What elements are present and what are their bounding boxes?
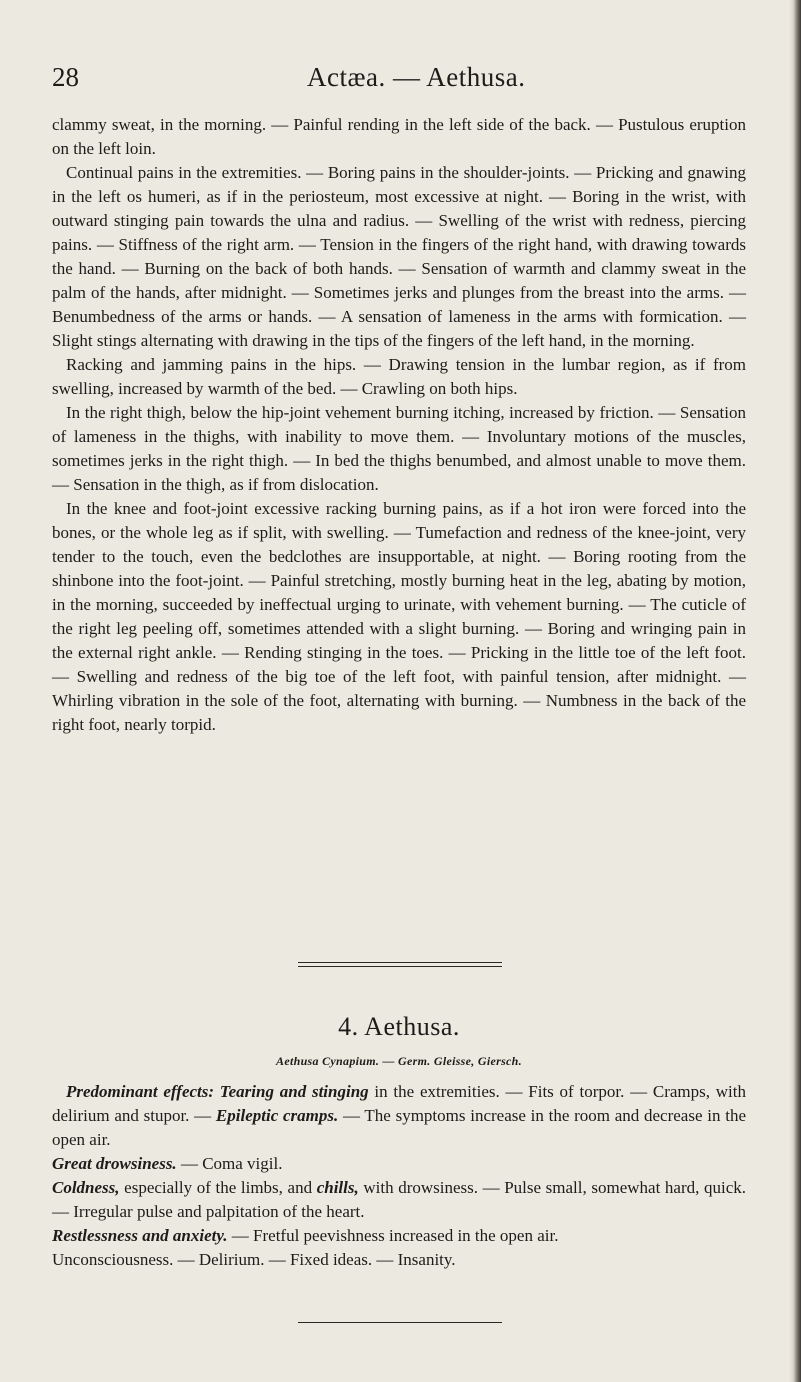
- page-header: [52, 58, 742, 98]
- effects-text-run: — Coma vigil.: [176, 1154, 283, 1173]
- effects-text-run: — The symptoms increase in the room and decrease in the open air.: [52, 1106, 746, 1149]
- effects-paragraph: [52, 1152, 746, 1176]
- effects-paragraph: Unconsciousness. — Delirium. — Fixed ideas. — Insanity.: [52, 1250, 456, 1269]
- paragraph-legs-feet: In the knee and foot-joint excessive racking burning pains, as if a hot iron were forced into the bones, or the whole leg as if split, with swelling. — Tumefaction and redness of the knee-joint, very tender to the touch, even the bedclothes are insupportable, at night. — Boring rooting from the shinbone into the foot-joint. — Painful stretching, mostly burning heat in the leg, abating by motion, in the morning, succeeded by ineffectual urging to urinate, with vehement burning. — The cuticle of the right leg peeling off, sometimes attended with a slight burning. — Boring and wringing pain in the external right ankle. — Rending stinging in the toes. — Pricking in the little toe of the left foot. — Swelling and redness of the big toe of the left foot, with painful tension, after midnight. — Whirling vibration in the sole of the foot, alternating with burning. — Numbness in the back of the right foot, nearly torpid.: [52, 499, 746, 734]
- page-number: 28: [52, 62, 79, 92]
- divider-rule: [298, 966, 502, 967]
- body-text: [52, 113, 746, 737]
- section-divider: [298, 962, 502, 970]
- effects-text-run: especially of the limbs, and: [119, 1178, 317, 1197]
- section-title: 4. Aethusa.: [338, 1012, 460, 1041]
- effects-text-run: — Fretful peevishness increased in the open air.: [227, 1226, 559, 1245]
- effects-paragraph: [52, 1080, 746, 1152]
- section-synonyms: Aethusa Cynapium. — Germ. Gleisse, Giersch.: [276, 1054, 522, 1068]
- effects-label: Predominant effects: Tearing and stinging: [66, 1082, 369, 1101]
- effects-text-run: with drowsiness. — Pulse small, somewhat hard, quick. — Irregular pulse and palpitation of the heart.: [52, 1178, 746, 1221]
- paragraph-hips: Racking and jamming pains in the hips. — Drawing tension in the lumbar region, as if from swelling, increased by warmth of the bed. — Crawling on both hips.: [52, 355, 746, 398]
- page-edge-shadow: [789, 0, 801, 1382]
- effects-label: Great drowsiness.: [52, 1154, 177, 1173]
- paragraph-thighs: In the right thigh, below the hip-joint vehement burning itching, increased by friction. — Sensation of lameness in the thighs, with inability to move them. — Involuntary motions of the muscles, sometimes jerks in the right thigh. — In bed the thighs benumbed, and almost unable to move them. — Sensation in the thigh, as if from dislocation.: [52, 403, 746, 494]
- effects-label: Restlessness and anxiety.: [52, 1226, 228, 1245]
- effects-label: Epileptic cramps.: [215, 1106, 339, 1125]
- divider-rule: [298, 962, 502, 963]
- effects-text: [52, 1080, 746, 1272]
- effects-label: chills,: [316, 1178, 359, 1197]
- effects-text-run: in the extremities. — Fits of torpor. — Cramps, with delirium and stupor. —: [52, 1082, 746, 1125]
- effects-label: Coldness,: [52, 1178, 120, 1197]
- effects-paragraph: [52, 1176, 746, 1224]
- paragraph-back: clammy sweat, in the morning. — Painful rending in the left side of the back. — Pustulous eruption on the left loin.: [52, 115, 746, 158]
- paragraph-extremities: Continual pains in the extremities. — Boring pains in the shoulder-joints. — Pricking and gnawing in the left os humeri, as if in the periosteum, most excessive at night. — Boring in the wrist, with outward stinging pain towards the ulna and radius. — Swelling of the wrist with redness, piercing pains. — Stiffness of the right arm. — Tension in the fingers of the right hand, with drawing towards the hand. — Burning on the back of both hands. — Sensation of warmth and clammy sweat in the palm of the hands, after midnight. — Sometimes jerks and plunges from the breast into the arms. — Benumbedness of the arms or hands. — A sensation of lameness in the arms with formication. — Slight stings alternating with drawing in the tips of the fingers of the left hand, in the morning.: [52, 163, 746, 350]
- bottom-rule: [298, 1322, 502, 1323]
- effects-paragraph: [52, 1224, 746, 1248]
- running-title: Actæa. — Aethusa.: [307, 62, 526, 92]
